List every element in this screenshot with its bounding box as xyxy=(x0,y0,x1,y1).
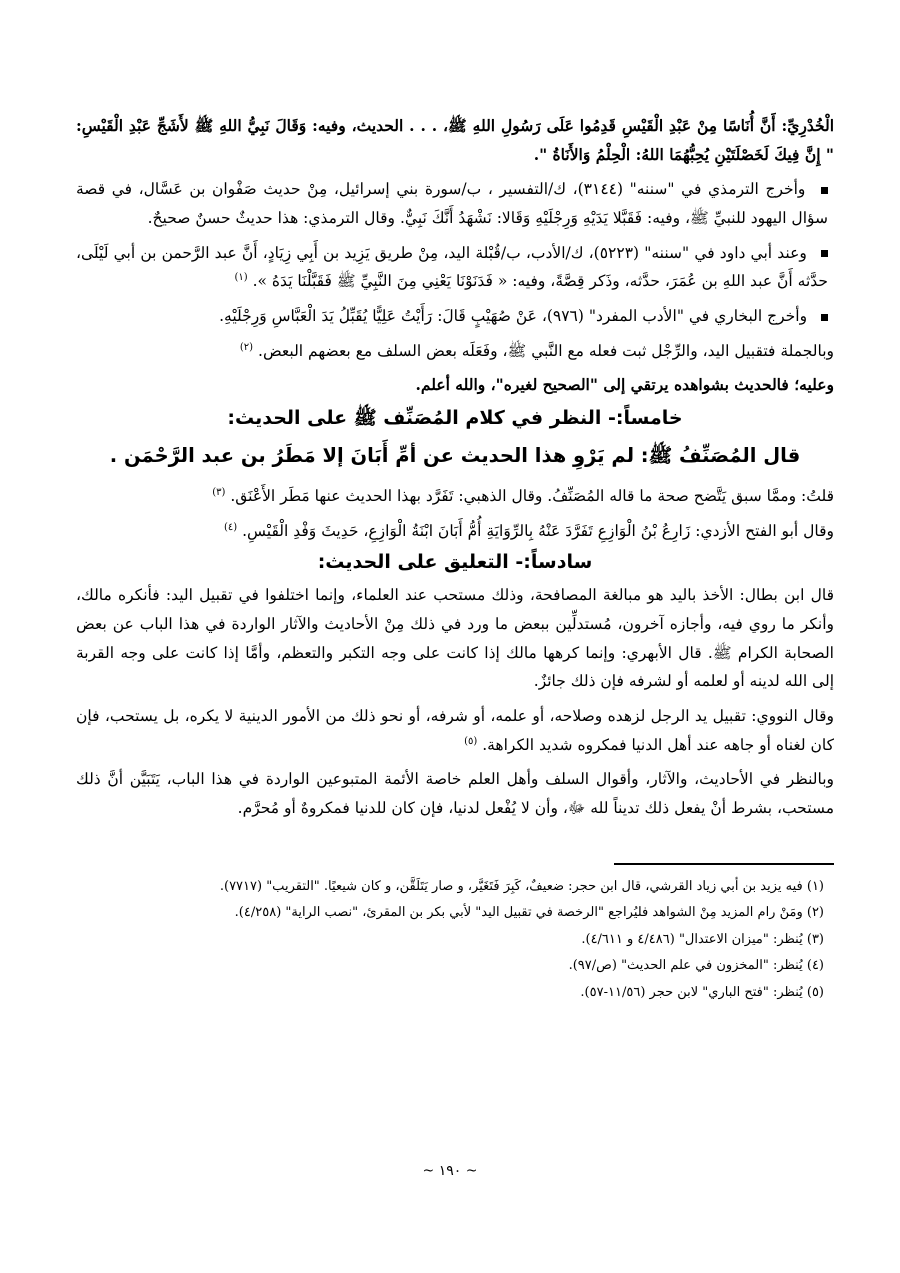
section-heading-6: سادساً:- التعليق على الحديث: xyxy=(317,551,593,574)
footnotes xyxy=(76,877,834,1003)
nawawi-paragraph xyxy=(76,702,834,759)
ruling-paragraph xyxy=(76,371,834,400)
takhrij-bukhari-text: وأخرج البخاري في "الأدب المفرد" (٩٧٦)، عَنْ صُهَيْبٍ قَالَ: رَأَيْتُ عَلِيًّا يُقَبِّلُ يَدَ الْعَبَّاسِ وَرِجْلَيْهِ. xyxy=(219,307,808,326)
footnote-item: (٥) يُنظر: "فتح الباري" لابن حجر (١١/٥٦-٥٧). xyxy=(580,984,824,1000)
footnote-item: (٣) يُنظر: "ميزان الاعتدال" (٤/٤٨٦ و ٤/٦١١). xyxy=(581,931,824,947)
summary-paragraph xyxy=(76,337,834,366)
azdi-text: وقال أبو الفتح الأزدي: زَارِعُ بْنُ الْوَازِعِ تَفَرَّدَ عَنْهُ بِالرِّوَايَةِ أُمُّ أَبَانَ ابْنَةُ الْوَازِعِ، حَدِيثَ وَفْدِ الْقَيْسِ. xyxy=(242,521,834,540)
comment-paragraph xyxy=(76,482,834,511)
takhrij-bukhari xyxy=(76,302,834,331)
footnote-divider xyxy=(614,863,834,865)
footnote-ref-1[interactable]: (١) xyxy=(234,272,248,284)
section-heading-5: خامساً:- النظر في كلام المُصَنِّف ﷺ على الحديث: xyxy=(227,407,683,430)
bullet-icon xyxy=(821,314,828,321)
bullet-icon xyxy=(821,187,828,194)
hadith-continuation xyxy=(76,112,834,169)
footnote-ref-4[interactable]: (٤) xyxy=(223,521,238,533)
page-number: ~ ١٩٠ ~ xyxy=(422,1163,478,1179)
author-statement: قال المُصَنِّفُ ﷺ: لم يَرْوِ هذا الحديث عن أمِّ أَبَانَ إلا مَطَرُ بن عبد الرَّحْمَن . xyxy=(109,444,801,468)
comment-text: قلتُ: وممَّا سبق يَتَّضح صحة ما قاله المُصَنِّفُ. وقال الذهبي: تَفَرَّد بهذا الحديث عنها مَطَر الأَعْنَق. xyxy=(230,487,834,506)
footnote-item: (٢) ومَنْ رام المزيد مِنْ الشواهد فليُراجع "الرخصة في تقبيل اليد" لأبي بكر بن المقرئ، "نصب الراية" (٤/٢٥٨). xyxy=(234,905,824,921)
nawawi-text: وقال النووي: تقبيل يد الرجل لزهده وصلاحه، أو علمه، أو شرفه، أو نحو ذلك من الأمور الدينية لا يكره، بل يستحب، فإن كان لغناه أو جاهه عند أهل الدنيا فمكروه شديد الكراهة. xyxy=(76,707,834,754)
bullet-icon xyxy=(821,250,828,257)
azdi-paragraph xyxy=(76,517,834,546)
footnote-item: (١) فيه يزيد بن أبي زياد القرشي، قال ابن حجر: ضعيفٌ، كَبِرَ فَتَغَيَّر، و صار يَتَلَقَّن، و كان شيعيًا. "التقريب" (٧٧١٧). xyxy=(219,878,824,894)
footnote-ref-3[interactable]: (٣) xyxy=(212,486,226,498)
ruling-text: وعليه؛ فالحديث بشواهده يرتقي إلى "الصحيح لغيره"، والله أعلم. xyxy=(415,375,834,395)
conclusion-paragraph xyxy=(76,765,834,822)
footnote-ref-5[interactable]: (٥) xyxy=(464,735,478,747)
takhrij-abu-dawud xyxy=(76,239,834,296)
takhrij-tirmidhi-text: وأخرج الترمذي في "سننه" (٣١٤٤)، ك/التفسير ، ب/سورة بني إسرائيل، مِنْ حديث صَفْوان بن عَسَّال، في قصة سؤال اليهود للنبيِّ ﷺ، وفيه: فَقَبَّلا يَدَيْهِ وَرِجْلَيْهِ وَقَالا: نَشْهَدُ أَنَّكَ نَبِيٌّ. وقال الترمذي: هذا حديثٌ حسنٌ صحيحٌ. xyxy=(76,180,828,228)
footnote-ref-2[interactable]: (٢) xyxy=(239,341,254,353)
footnote-item: (٤) يُنظر: "المخزون في علم الحديث" (ص/٩٧). xyxy=(568,958,824,974)
hadith-text: الْخُدْرِيِّ: أَنَّ أُنَاسًا مِنْ عَبْدِ الْقَيْسِ قَدِمُوا عَلَى رَسُولِ اللهِ ﷺ، . . . الحديث، وفيه: وَقَالَ نَبِيُّ اللهِ ﷺ لأَشَجِّ عَبْدِ الْقَيْسِ: " إِنَّ فِيكَ لَخَصْلَتَيْنِ يُحِبُّهُمَا اللهُ: الْحِلْمُ وَالأَنَاةُ ". xyxy=(76,116,834,164)
takhrij-abu-dawud-text: وعند أبي داود في "سننه" (٥٢٢٣)، ك/الأدب، ب/قُبْلة اليد، مِنْ طريق يَزِيد بن أَبِي زِيَادٍ، أَنَّ عبد الرَّحمن بن أبي لَيْلَى، حدَّثه أَنَّ عبد اللهِ بن عُمَرَ، حدَّثه، وذَكر قِصَّةً، وفيه: « فَدَنَوْنَا يَعْنِي مِنَ النَّبِيِّ ﷺ فَقَبَّلْنَا يَدَهُ ». xyxy=(76,243,828,291)
ibn-battal-paragraph xyxy=(76,581,834,696)
conclusion-text: وبالنظر في الأحاديث، والآثار، وأقوال السلف وأهل العلم خاصة الأئمة المتبوعين الواردة في هذا الباب، يَتَبَيَّن أنَّ ذلك مستحب، بشرط أنْ يفعل ذلك تديناً لله ﷻ، وأن لا يُفْعل لدنيا، فإن كان للدنيا فمكروهٌ أو مُحرَّم. xyxy=(76,770,834,818)
ibn-battal-text: قال ابن بطال: الأخذ باليد هو مبالغة المصافحة، وذلك مستحب عند العلماء، وإنما اختلفوا في تقبيل اليد: فأنكره مالك، وأنكر ما روي فيه، وأجازه آخرون، مُستدلِّين ببعض ما ورد في ذلك مِنْ الأحاديث والآثار الواردة في هذا الباب عن بعض الصحابة الكرام ﷺ. قال الأبهري: وإنما كرهها مالك إذا كانت على وجه التكبر والتعظم، وأمَّا إذا كانت على وجه القربة إلى الله لدينه أو لعلمه أو لشرفه فإن ذلك جائزٌ. xyxy=(76,586,834,691)
takhrij-tirmidhi xyxy=(76,175,834,232)
summary-text: وبالجملة فتقبيل اليد، والرِّجْل ثبت فعله مع النَّبي ﷺ، وفَعَلَه بعض السلف مع بعضهم البعض. xyxy=(258,341,834,360)
